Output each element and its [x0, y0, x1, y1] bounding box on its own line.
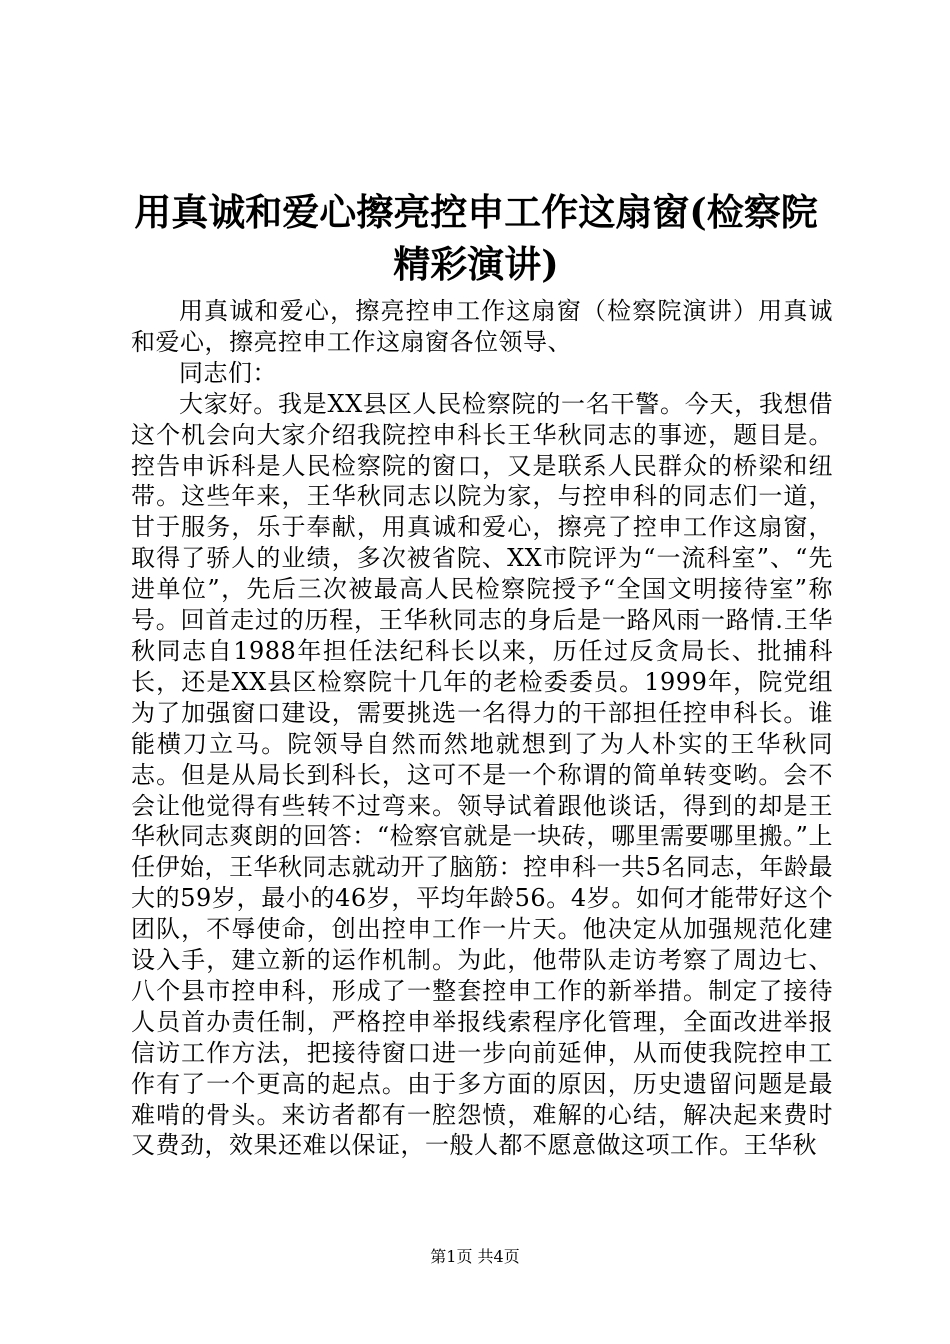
- paragraph-intro: 用真诚和爱心，擦亮控申工作这扇窗（检察院演讲）用真诚和爱心，擦亮控申工作这扇窗各位领导、: [131, 297, 833, 356]
- paragraph-main: 大家好。我是XX县区人民检察院的一名干警。今天，我想借这个机会向大家介绍我院控申科长王华秋同志的事迹，题目是。控告申诉科是人民检察院的窗口，又是联系人民群众的桥梁和纽带。这些年来，王华秋同志以院为家，与控申科的同志们一道，甘于服务，乐于奉献，用真诚和爱心，擦亮了控申工作这扇窗，取得了骄人的业绩，多次被省院、XX市院评为“一流科室”、“先进单位”，先后三次被最高人民检察院授予“全国文明接待室”称号。回首走过的历程，王华秋同志的身后是一路风雨一路情.王华秋同志自1988年担任法纪科长以来，历任过反贪局长、批捕科长，还是XX县区检察院十几年的老检委委员。1999年，院党组为了加强窗口建设，需要挑选一名得力的干部担任控申科长。谁能横刀立马。院领导自然而然地就想到了为人朴实的王华秋同志。但是从局长到科长，这可不是一个称谓的简单转变哟。会不会让他觉得有些转不过弯来。领导试着跟他谈话，得到的却是王华秋同志爽朗的回答：“检察官就是一块砖，哪里需要哪里搬。”上任伊始，王华秋同志就动开了脑筋：控申科一共5名同志，年龄最大的59岁，最小的46岁，平均年龄56。4岁。如何才能带好这个团队，不辱使命，创出控申工作一片天。他决定从加强规范化建设入手，建立新的运作机制。为此，他带队走访考察了周边七、八个县市控申科，形成了一整套控申工作的新举措。制定了接待人员首办责任制，严格控申举报线索程序化管理，全面改进举报信访工作方法，把接待窗口进一步向前延伸，从而使我院控申工作有了一个更高的起点。由于多方面的原因，历史遗留问题是最难啃的骨头。来访者都有一腔怨愤，难解的心结，解决起来费时又费劲，效果还难以保证，一般人都不愿意做这项工作。王华秋: [131, 389, 833, 1160]
- document-body: [131, 296, 833, 1161]
- page-footer: 第1页 共4页: [430, 1247, 520, 1266]
- document-title: 用真诚和爱心擦亮控申工作这扇窗(检察院精彩演讲): [134, 190, 818, 286]
- paragraph-salutation: 同志们：: [179, 358, 277, 387]
